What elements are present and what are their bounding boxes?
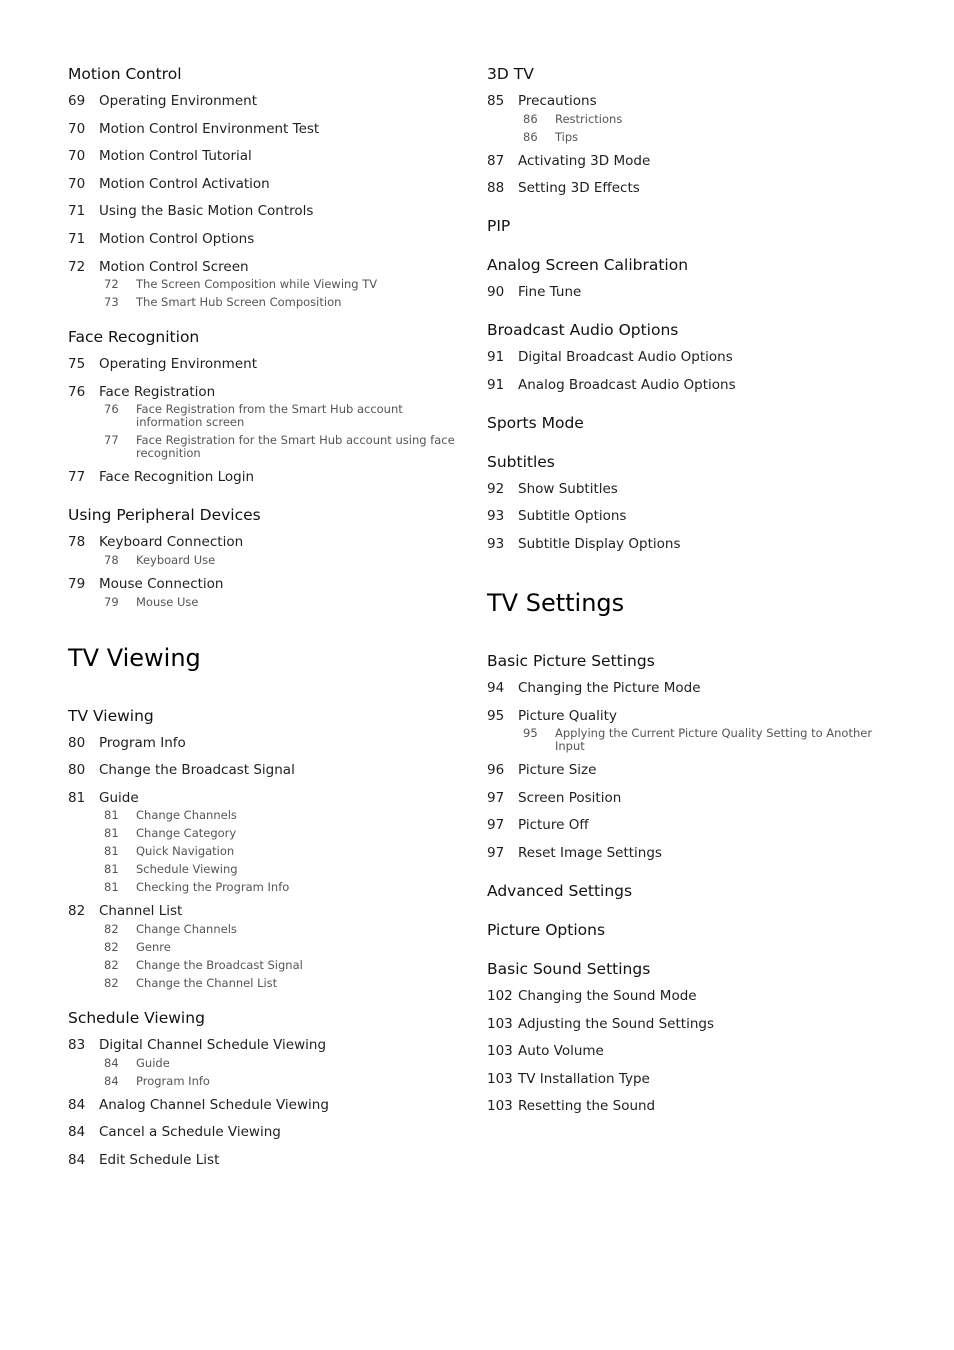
toc-section — [487, 650, 887, 863]
toc-entry-title[interactable]: Changing the Sound Mode — [518, 987, 697, 1004]
toc-entry[interactable] — [487, 760, 887, 780]
toc-subentry[interactable] — [104, 959, 468, 972]
toc-subentry-title[interactable]: Change the Channel List — [136, 975, 278, 990]
toc-entry[interactable] — [487, 1069, 887, 1089]
toc-entry-title[interactable]: Subtitle Options — [518, 508, 627, 525]
toc-entry[interactable] — [487, 479, 887, 499]
toc-entry-title[interactable]: Mouse Connection — [99, 575, 224, 592]
toc-entry-page: 71 — [68, 230, 86, 247]
toc-subentry-page: 84 — [104, 1055, 119, 1070]
toc-subentry[interactable] — [523, 131, 887, 144]
toc-entry[interactable] — [68, 257, 468, 277]
toc-entry-title[interactable]: Changing the Picture Mode — [518, 679, 701, 696]
section-title[interactable]: Advanced Settings — [487, 881, 633, 900]
toc-entry[interactable] — [68, 119, 468, 139]
toc-entry-title[interactable]: Subtitle Display Options — [518, 535, 681, 552]
toc-subentry-list — [487, 727, 887, 753]
toc-section — [487, 63, 887, 198]
toc-subentry[interactable] — [104, 278, 468, 291]
toc-entry[interactable] — [487, 151, 887, 171]
toc-subentry-page: 72 — [104, 277, 119, 292]
toc-entry-page: 85 — [487, 93, 505, 109]
toc-entry-page: 75 — [68, 356, 86, 373]
toc-entry-title[interactable]: Face Recognition Login — [99, 469, 255, 486]
toc-section — [68, 1007, 468, 1170]
section-title[interactable]: Basic Picture Settings — [487, 651, 655, 670]
toc-subentry-page: 79 — [104, 594, 119, 609]
toc-entry-page: 80 — [68, 762, 86, 779]
toc-entry-page: 93 — [487, 508, 505, 525]
toc-entry-title[interactable]: Edit Schedule List — [99, 1151, 220, 1168]
toc-section — [487, 451, 887, 554]
toc-subentry-list — [68, 403, 468, 460]
toc-subentry-title[interactable]: Guide — [136, 1055, 170, 1070]
toc-entry[interactable] — [68, 1035, 468, 1055]
toc-entry[interactable] — [487, 788, 887, 808]
toc-subentry-title[interactable]: Change Category — [136, 826, 237, 841]
toc-entry-page: 83 — [68, 1036, 86, 1053]
toc-entry[interactable] — [68, 201, 468, 221]
toc-entry[interactable] — [68, 532, 468, 552]
toc-entry-title[interactable]: Resetting the Sound — [518, 1098, 656, 1115]
toc-entry-page: 76 — [68, 383, 86, 400]
toc-entry-page: 102 — [487, 987, 513, 1004]
toc-entry-page: 96 — [487, 762, 505, 779]
toc-subentry-title[interactable]: Applying the Current Picture Quality Setting to Another Input — [555, 726, 873, 754]
toc-entry-title[interactable]: Picture Quality — [518, 707, 617, 724]
toc-subentry-page: 82 — [104, 939, 119, 954]
toc-subentry-title[interactable]: Restrictions — [555, 111, 623, 126]
toc-subentry-page: 73 — [104, 295, 119, 310]
toc-section — [68, 705, 468, 990]
section-title[interactable]: Basic Sound Settings — [487, 959, 651, 978]
toc-subentry-title[interactable]: Change the Broadcast Signal — [136, 957, 303, 972]
toc-entry-title[interactable]: Fine Tune — [518, 284, 582, 301]
toc-entry-title[interactable]: Precautions — [518, 93, 597, 109]
toc-entry-title[interactable]: TV Installation Type — [518, 1070, 650, 1087]
toc-entry-title[interactable]: Show Subtitles — [518, 480, 618, 497]
toc-entry-title[interactable]: Using the Basic Motion Controls — [99, 203, 314, 220]
section-title[interactable]: Face Recognition — [68, 328, 200, 347]
toc-entry[interactable] — [68, 760, 468, 780]
toc-subentry-page: 86 — [523, 111, 538, 126]
toc-section — [487, 958, 887, 1116]
toc-subentry[interactable] — [104, 1057, 468, 1070]
toc-section — [487, 919, 887, 941]
toc-subentry-title[interactable]: Genre — [136, 939, 171, 954]
toc-entry-title[interactable]: Face Registration — [99, 383, 216, 400]
toc-entry[interactable] — [68, 901, 468, 921]
toc-subentry-title[interactable]: Quick Navigation — [136, 844, 235, 859]
toc-entry[interactable] — [68, 1150, 468, 1170]
toc-subentry-list — [68, 554, 468, 567]
toc-section — [487, 215, 887, 237]
chapter-block — [68, 643, 468, 673]
toc-entry-title[interactable]: Analog Broadcast Audio Options — [518, 376, 736, 393]
toc-entry-title[interactable]: Motion Control Screen — [99, 258, 249, 275]
toc-entry-title[interactable]: Digital Broadcast Audio Options — [518, 349, 733, 366]
chapter-title: TV Viewing — [68, 643, 201, 672]
toc-entry[interactable] — [487, 506, 887, 526]
toc-subentry-page: 76 — [104, 402, 119, 417]
toc-entry-page: 87 — [487, 152, 505, 169]
toc-subentry-title[interactable]: Face Registration from the Smart Hub account information screen — [136, 402, 403, 430]
section-title[interactable]: PIP — [487, 217, 511, 236]
toc-subentry[interactable] — [523, 113, 887, 126]
toc-subentry-page: 77 — [104, 433, 119, 448]
toc-subentry[interactable] — [104, 863, 468, 876]
toc-entry-title[interactable]: Change the Broadcast Signal — [99, 762, 295, 779]
toc-subentry-title[interactable]: Tips — [555, 129, 579, 144]
section-title[interactable]: Motion Control — [68, 65, 182, 83]
toc-subentry[interactable] — [104, 845, 468, 858]
toc-entry[interactable] — [487, 534, 887, 554]
toc-entry-page: 94 — [487, 679, 505, 696]
toc-entry[interactable] — [487, 815, 887, 835]
toc-section — [487, 412, 887, 434]
toc-entry-title[interactable]: Motion Control Options — [99, 230, 255, 247]
toc-entry-page: 82 — [68, 903, 86, 920]
toc-entry[interactable] — [68, 174, 468, 194]
toc-entry[interactable] — [487, 843, 887, 863]
section-title[interactable]: Schedule Viewing — [68, 1008, 205, 1027]
toc-entry-page: 97 — [487, 844, 505, 861]
toc-section — [487, 254, 887, 302]
toc-subentry-list — [487, 113, 887, 144]
toc-entry-title[interactable]: Program Info — [99, 734, 186, 751]
toc-entry[interactable] — [68, 146, 468, 166]
toc-entry[interactable] — [487, 91, 887, 111]
toc-entry-page: 97 — [487, 789, 505, 806]
toc-entry-title[interactable]: Motion Control Environment Test — [99, 120, 320, 137]
section-title[interactable]: Subtitles — [487, 452, 555, 471]
toc-entry[interactable] — [68, 229, 468, 249]
toc-entry[interactable] — [68, 354, 468, 374]
toc-entry-page: 71 — [68, 203, 86, 220]
toc-subentry-page: 81 — [104, 880, 119, 895]
toc-entry[interactable] — [68, 788, 468, 808]
toc-entry-title[interactable]: Setting 3D Effects — [518, 180, 640, 197]
toc-subentry-title[interactable]: Change Channels — [136, 921, 237, 936]
chapter-title: TV Settings — [487, 588, 625, 617]
toc-subentry-title[interactable]: Checking the Program Info — [136, 880, 290, 895]
toc-entry-title[interactable]: Motion Control Tutorial — [99, 148, 252, 165]
toc-entry-title[interactable]: Activating 3D Mode — [518, 152, 651, 169]
toc-subentry[interactable] — [104, 941, 468, 954]
section-title[interactable]: Sports Mode — [487, 413, 584, 432]
toc-subentry-page: 78 — [104, 552, 119, 567]
toc-entry-title[interactable]: Picture Size — [518, 762, 597, 779]
toc-subentry[interactable] — [104, 923, 468, 936]
toc-subentry-title[interactable]: The Smart Hub Screen Composition — [136, 295, 342, 310]
toc-entry-page: 77 — [68, 469, 86, 486]
toc-entry[interactable] — [487, 178, 887, 198]
toc-entry-title[interactable]: Analog Channel Schedule Viewing — [99, 1096, 329, 1113]
toc-subentry[interactable] — [104, 296, 468, 309]
toc-entry-title[interactable]: Cancel a Schedule Viewing — [99, 1124, 281, 1141]
toc-entry-title[interactable]: Keyboard Connection — [99, 534, 244, 551]
toc-subentry[interactable] — [104, 434, 468, 460]
toc-entry[interactable] — [487, 678, 887, 698]
toc-entry-page: 84 — [68, 1124, 86, 1141]
toc-entry-page: 79 — [68, 575, 86, 592]
toc-left-column — [68, 63, 468, 1187]
toc-entry-page: 84 — [68, 1096, 86, 1113]
toc-entry-page: 81 — [68, 789, 86, 806]
toc-subentry-title[interactable]: Keyboard Use — [136, 552, 216, 567]
toc-entry-page: 93 — [487, 535, 505, 552]
toc-subentry-page: 84 — [104, 1073, 119, 1088]
section-title[interactable]: Picture Options — [487, 920, 606, 939]
toc-subentry-title[interactable]: Schedule Viewing — [136, 862, 238, 877]
toc-subentry-title[interactable]: Mouse Use — [136, 594, 199, 609]
toc-right-column — [487, 63, 887, 1133]
toc-entry[interactable] — [68, 733, 468, 753]
toc-subentry[interactable] — [104, 596, 468, 609]
toc-subentry-list — [68, 596, 468, 609]
toc-subentry-title[interactable]: The Screen Composition while Viewing TV — [136, 277, 378, 292]
toc-section — [68, 63, 468, 309]
toc-subentry-page: 81 — [104, 826, 119, 841]
toc-subentry-title[interactable]: Change Channels — [136, 808, 237, 823]
toc-entry[interactable] — [487, 1014, 887, 1034]
toc-section — [487, 319, 887, 395]
toc-entry-title[interactable]: Channel List — [99, 903, 183, 920]
toc-entry-page: 91 — [487, 376, 505, 393]
toc-subentry-page: 86 — [523, 129, 538, 144]
toc-entry-page: 69 — [68, 93, 86, 109]
toc-entry-title[interactable]: Operating Environment — [99, 93, 257, 109]
toc-entry-page: 84 — [68, 1151, 86, 1168]
toc-subentry-title[interactable]: Program Info — [136, 1073, 210, 1088]
toc-entry-title[interactable]: Reset Image Settings — [518, 844, 662, 861]
toc-subentry-list — [68, 1057, 468, 1088]
section-title[interactable]: 3D TV — [487, 65, 534, 83]
toc-entry-page: 70 — [68, 120, 86, 137]
toc-entry-page: 97 — [487, 817, 505, 834]
toc-entry[interactable] — [487, 986, 887, 1006]
toc-entry[interactable] — [68, 574, 468, 594]
toc-entry-page: 103 — [487, 1043, 513, 1060]
toc-subentry[interactable] — [104, 881, 468, 894]
toc-section — [68, 504, 468, 608]
toc-subentry[interactable] — [104, 977, 468, 990]
toc-subentry[interactable] — [104, 554, 468, 567]
toc-entry[interactable] — [487, 282, 887, 302]
toc-entry[interactable] — [68, 91, 468, 111]
toc-entry[interactable] — [68, 467, 468, 487]
toc-subentry[interactable] — [104, 809, 468, 822]
toc-subentry-page: 82 — [104, 957, 119, 972]
toc-entry-title[interactable]: Picture Off — [518, 817, 589, 834]
toc-entry-title[interactable]: Digital Channel Schedule Viewing — [99, 1036, 327, 1053]
toc-entry-title[interactable]: Guide — [99, 789, 139, 806]
toc-entry-page: 103 — [487, 1015, 513, 1032]
toc-subentry-title[interactable]: Face Registration for the Smart Hub account using face recognition — [136, 433, 455, 461]
toc-entry[interactable] — [68, 382, 468, 402]
toc-entry-page: 70 — [68, 148, 86, 165]
toc-entry-page: 88 — [487, 180, 505, 197]
toc-entry-page: 90 — [487, 284, 505, 301]
toc-section — [487, 880, 887, 902]
toc-entry-page: 70 — [68, 175, 86, 192]
toc-subentry-page: 81 — [104, 862, 119, 877]
chapter-block — [487, 588, 887, 618]
toc-subentry[interactable] — [104, 827, 468, 840]
toc-entry-page: 103 — [487, 1070, 513, 1087]
toc-entry-title[interactable]: Operating Environment — [99, 356, 257, 373]
toc-subentry-page: 95 — [523, 726, 538, 741]
toc-subentry[interactable] — [104, 403, 468, 429]
toc-entry-title[interactable]: Adjusting the Sound Settings — [518, 1015, 714, 1032]
toc-entry[interactable] — [487, 347, 887, 367]
toc-entry-title[interactable]: Auto Volume — [518, 1043, 604, 1060]
toc-entry-page: 103 — [487, 1098, 513, 1115]
toc-entry[interactable] — [68, 1095, 468, 1115]
section-title[interactable]: Analog Screen Calibration — [487, 256, 689, 275]
toc-subentry-list — [68, 278, 468, 309]
toc-subentry-page: 82 — [104, 975, 119, 990]
toc-entry-page: 72 — [68, 258, 86, 275]
toc-entry[interactable] — [68, 1122, 468, 1142]
toc-entry[interactable] — [487, 375, 887, 395]
toc-entry[interactable] — [487, 1096, 887, 1116]
toc-entry-page: 78 — [68, 534, 86, 551]
toc-subentry-list — [68, 923, 468, 990]
toc-entry[interactable] — [487, 706, 887, 726]
toc-entry-page: 80 — [68, 734, 86, 751]
toc-subentry-page: 82 — [104, 921, 119, 936]
toc-subentry-page: 81 — [104, 808, 119, 823]
toc-entry-title[interactable]: Screen Position — [518, 789, 622, 806]
section-title[interactable]: TV Viewing — [68, 706, 154, 725]
toc-entry-page: 95 — [487, 707, 505, 724]
section-title[interactable]: Using Peripheral Devices — [68, 506, 261, 525]
toc-entry-title[interactable]: Motion Control Activation — [99, 175, 270, 192]
section-title[interactable]: Broadcast Audio Options — [487, 321, 679, 340]
toc-subentry-list — [68, 809, 468, 894]
toc-subentry[interactable] — [104, 1075, 468, 1088]
toc-entry-page: 91 — [487, 349, 505, 366]
toc-entry-page: 92 — [487, 480, 505, 497]
toc-section — [68, 326, 468, 487]
toc-entry[interactable] — [487, 1041, 887, 1061]
toc-subentry-page: 81 — [104, 844, 119, 859]
toc-subentry[interactable] — [523, 727, 887, 753]
